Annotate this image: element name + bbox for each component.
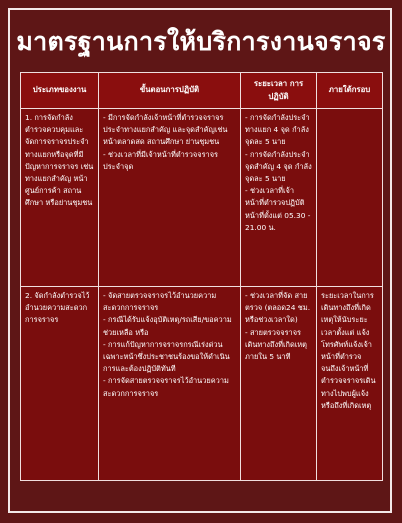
service-standard-table: [20, 72, 383, 481]
procedure-step: - จัดสายตรวจจราจรไว้อำนวยความสะดวกการจราจร: [103, 291, 217, 313]
cell-duration: [241, 287, 317, 481]
header-job-type: ประเภทของงาน: [21, 73, 99, 109]
cell-procedure: [99, 287, 241, 481]
duration-item: - สายตรวจจราจรเดินทางถึงที่เกิดเหตุภายใน 5 นาที: [245, 327, 307, 362]
cell-procedure: [99, 109, 241, 287]
cell-job-type: 1. การจัดกำลังตำรวจควบคุมและจัดการจราจรประจำทางแยกหรือจุดที่มีปัญหาการจราจร เช่นทางแยกสำคัญ หน้าศูนย์การค้า สถานศึกษา หรือย่านชุมชน: [21, 109, 99, 287]
procedure-step: - ช่วงเวลาที่มีเจ้าหน้าที่ตำรวจจราจรประจำจุด: [103, 149, 218, 171]
page-title: มาตรฐานการให้บริการงานจราจร: [16, 27, 386, 56]
procedure-step: - การจัดสายตรวจจราจรไว้อำนวยความสะดวกการจราจร: [103, 376, 229, 398]
cell-duration: [241, 109, 317, 287]
procedure-step: - การแก้ปัญหาการจราจรกรณีเร่งด่วนเฉพาะหน้าซึ่งประชาชนร้องขอให้ดำเนินการและต้องปฏิบัติทันที: [103, 339, 230, 374]
duration-item: - การจัดกำลังประจำจุดสำคัญ 4 จุด กำลังจุดละ 5 นาย: [245, 149, 312, 184]
table-row: [21, 287, 383, 481]
cell-framework: [317, 109, 383, 287]
table-header-row: [21, 73, 383, 109]
duration-item: - ช่วงเวลาที่เจ้าหน้าที่ตำรวจปฏิบัติหน้าที่ตั้งแต่ 05.30 - 21.00 น.: [245, 186, 311, 232]
cell-framework: ระยะเวลาในการเดินทางถึงที่เกิดเหตุให้นับระยะเวลาตั้งแต่ แจ้งโทรศัพท์แจ้งเจ้าหน้าที่ตำรวจจนถึงเจ้าหน้าที่ตำรวจจราจรเดินทางไปพบผู้แจ้ง หรือถึงที่เกิดเหตุ: [317, 287, 383, 481]
header-duration: ระยะเวลา การปฏิบัติ: [241, 73, 317, 109]
cell-job-type: 2. จัดกำลังตำรวจไว้อำนวยความสะดวกการจราจร: [21, 287, 99, 481]
header-procedure: ขั้นตอนการปฏิบัติ: [99, 73, 241, 109]
header-framework: ภายใต้กรอบ: [317, 73, 383, 109]
duration-item: - การจัดกำลังประจำทางแยก 4 จุด กำลังจุดละ 5 นาย: [245, 113, 310, 147]
procedure-step: - กรณีได้รับแจ้งอุบัติเหตุ/รถเสีย/ขอความช่วยเหลือ หรือ: [103, 315, 232, 337]
table-row: [21, 109, 383, 287]
duration-item: - ช่วงเวลาที่จัด สายตรวจ (ตลอด24 ชม. หรือช่วงเวลาใด): [245, 291, 311, 325]
procedure-step: - มีการจัดกำลังเจ้าหน้าที่ตำรวจจราจรประจำทางแยกสำคัญ และจุดสำคัญเช่น หน้าตลาดสด สถานศึกษา ย่านชุมชน: [103, 113, 228, 147]
